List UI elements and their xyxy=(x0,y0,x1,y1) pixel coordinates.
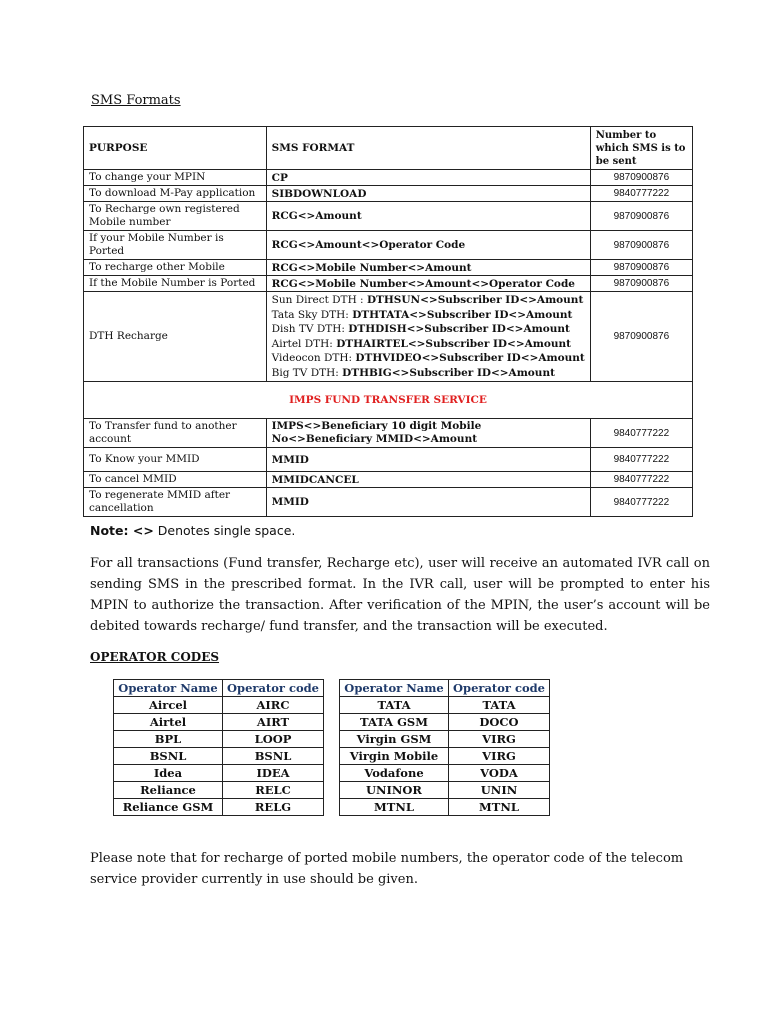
operator-name: BSNL xyxy=(114,748,223,765)
sms-formats-table xyxy=(83,126,693,517)
table-row xyxy=(84,448,693,472)
operator-name: BPL xyxy=(114,731,223,748)
table-row xyxy=(84,488,693,517)
table-row xyxy=(84,276,693,292)
operator-code: RELC xyxy=(223,782,324,799)
table-row xyxy=(340,799,550,816)
transaction-info-paragraph: For all transactions (Fund transfer, Recharge etc), user will receive an automated IVR call on sending SMS in the prescribed format. In the IVR call, user will be prompted to enter his MPIN to authorize the transaction. After verification of the MPIN, the user’s account will be debited towards recharge/ fund transfer, and the transaction will be executed. xyxy=(90,556,710,634)
operator-codes-table-right xyxy=(339,679,550,816)
operator-code: LOOP xyxy=(223,731,324,748)
operator-codes-table-left xyxy=(113,679,324,816)
format-cell: MMIDCANCEL xyxy=(266,472,590,488)
operator-name: Vodafone xyxy=(340,765,449,782)
dth-code: DTHAIRTEL<>Subscriber ID<>Amount xyxy=(336,337,572,350)
operator-code: AIRT xyxy=(223,714,324,731)
operator-code: DOCO xyxy=(449,714,550,731)
dth-line xyxy=(272,308,585,323)
format-cell: CP xyxy=(266,170,590,186)
table-header-row xyxy=(340,680,550,697)
purpose-cell: To recharge other Mobile xyxy=(84,260,267,276)
purpose-cell: To cancel MMID xyxy=(84,472,267,488)
purpose-cell: If the Mobile Number is Ported xyxy=(84,276,267,292)
dth-provider: Airtel DTH: xyxy=(271,337,337,350)
operator-code: TATA xyxy=(449,697,550,714)
operator-code: AIRC xyxy=(223,697,324,714)
dth-line xyxy=(272,351,585,366)
note xyxy=(90,523,295,538)
format-cell: RCG<>Mobile Number<>Amount<>Operator Code xyxy=(266,276,590,292)
format-cell: MMID xyxy=(266,488,590,517)
operator-name: MTNL xyxy=(340,799,449,816)
note-label: Note: <> xyxy=(90,523,154,538)
dth-line xyxy=(272,366,585,381)
dth-code: DTHBIG<>Subscriber ID<>Amount xyxy=(342,366,555,379)
number-cell: 9870900876 xyxy=(590,231,692,260)
dth-format-cell xyxy=(266,292,590,382)
table-row xyxy=(84,231,693,260)
table-row xyxy=(340,765,550,782)
operator-name: Reliance GSM xyxy=(114,799,223,816)
note-text: Denotes single space. xyxy=(153,523,296,538)
operator-code: RELG xyxy=(223,799,324,816)
table-row xyxy=(84,260,693,276)
table-row xyxy=(84,472,693,488)
purpose-cell: To Recharge own registered Mobile number xyxy=(84,202,267,231)
dth-provider: Big TV DTH: xyxy=(271,366,343,379)
table-row xyxy=(114,731,324,748)
table-header-row xyxy=(84,127,693,170)
page-title: SMS Formats xyxy=(91,93,181,108)
operator-name: Aircel xyxy=(114,697,223,714)
number-cell: 9840777222 xyxy=(590,488,692,517)
purpose-cell: To change your MPIN xyxy=(84,170,267,186)
header-operator-code: Operator code xyxy=(449,680,550,697)
dth-provider: Dish TV DTH: xyxy=(271,323,349,335)
purpose-cell: To Transfer fund to another account xyxy=(84,419,267,448)
format-cell: MMID xyxy=(266,448,590,472)
operator-code: VODA xyxy=(449,765,550,782)
operator-name: Reliance xyxy=(114,782,223,799)
header-purpose: PURPOSE xyxy=(84,127,267,170)
dth-provider: Tata Sky DTH: xyxy=(271,308,353,321)
table-row xyxy=(114,765,324,782)
table-row xyxy=(114,714,324,731)
purpose-cell: To Know your MMID xyxy=(84,448,267,472)
dth-code: DTHDISH<>Subscriber ID<>Amount xyxy=(348,323,570,335)
table-row xyxy=(114,697,324,714)
operator-name: Virgin GSM xyxy=(340,731,449,748)
dth-code: DTHTATA<>Subscriber ID<>Amount xyxy=(352,308,573,321)
table-row xyxy=(114,748,324,765)
operator-name: Idea xyxy=(114,765,223,782)
header-operator-code: Operator code xyxy=(223,680,324,697)
operator-name: TATA GSM xyxy=(340,714,449,731)
header-number: Number to which SMS is to be sent xyxy=(590,127,692,170)
format-cell: RCG<>Amount<>Operator Code xyxy=(266,231,590,260)
operator-name: TATA xyxy=(340,697,449,714)
number-cell: 9870900876 xyxy=(590,276,692,292)
number-cell: 9840777222 xyxy=(590,448,692,472)
number-cell: 9870900876 xyxy=(590,292,692,382)
format-cell: RCG<>Mobile Number<>Amount xyxy=(266,260,590,276)
purpose-cell: If your Mobile Number is Ported xyxy=(84,231,267,260)
table-row xyxy=(114,799,324,816)
dth-row xyxy=(84,292,693,382)
number-cell: 9870900876 xyxy=(590,202,692,231)
dth-code: DTHSUN<>Subscriber ID<>Amount xyxy=(366,294,584,306)
dth-code: DTHVIDEO<>Subscriber ID<>Amount xyxy=(355,352,585,364)
table-header-row xyxy=(114,680,324,697)
imps-section-title: IMPS FUND TRANSFER SERVICE xyxy=(84,382,693,419)
operator-code: VIRG xyxy=(449,731,550,748)
header-operator-name: Operator Name xyxy=(114,680,223,697)
dth-line xyxy=(272,322,585,337)
number-cell: 9840777222 xyxy=(590,419,692,448)
table-row xyxy=(340,748,550,765)
operator-code: MTNL xyxy=(449,799,550,816)
header-operator-name: Operator Name xyxy=(340,680,449,697)
table-row xyxy=(340,714,550,731)
dth-provider: Videocon DTH: xyxy=(271,352,356,364)
number-cell: 9870900876 xyxy=(590,260,692,276)
purpose-cell: To regenerate MMID after cancellation xyxy=(84,488,267,517)
purpose-cell: To download M-Pay application xyxy=(84,186,267,202)
number-cell: 9870900876 xyxy=(590,170,692,186)
operator-code: BSNL xyxy=(223,748,324,765)
table-row xyxy=(84,202,693,231)
number-cell: 9840777222 xyxy=(590,186,692,202)
table-row xyxy=(340,782,550,799)
table-row xyxy=(114,782,324,799)
table-row xyxy=(84,170,693,186)
dth-provider: Sun Direct DTH : xyxy=(271,294,367,306)
number-cell: 9840777222 xyxy=(590,472,692,488)
format-cell: RCG<>Amount xyxy=(266,202,590,231)
table-row xyxy=(340,697,550,714)
operator-code: UNIN xyxy=(449,782,550,799)
format-cell: IMPS<>Beneficiary 10 digit Mobile No<>Beneficiary MMID<>Amount xyxy=(266,419,590,448)
header-sms-format: SMS FORMAT xyxy=(266,127,590,170)
operator-name: Airtel xyxy=(114,714,223,731)
imps-section-row xyxy=(84,382,693,419)
ported-numbers-paragraph: Please note that for recharge of ported mobile numbers, the operator code of the telecom service provider currently in use should be given. xyxy=(90,851,684,887)
operator-code: VIRG xyxy=(449,748,550,765)
operator-codes-heading: OPERATOR CODES xyxy=(90,650,220,664)
dth-line xyxy=(272,337,585,352)
table-row xyxy=(84,419,693,448)
purpose-cell: DTH Recharge xyxy=(84,292,267,382)
operator-code: IDEA xyxy=(223,765,324,782)
table-row xyxy=(84,186,693,202)
table-row xyxy=(340,731,550,748)
operator-name: UNINOR xyxy=(340,782,449,799)
format-cell: SIBDOWNLOAD xyxy=(266,186,590,202)
operator-name: Virgin Mobile xyxy=(340,748,449,765)
dth-line xyxy=(272,293,585,308)
